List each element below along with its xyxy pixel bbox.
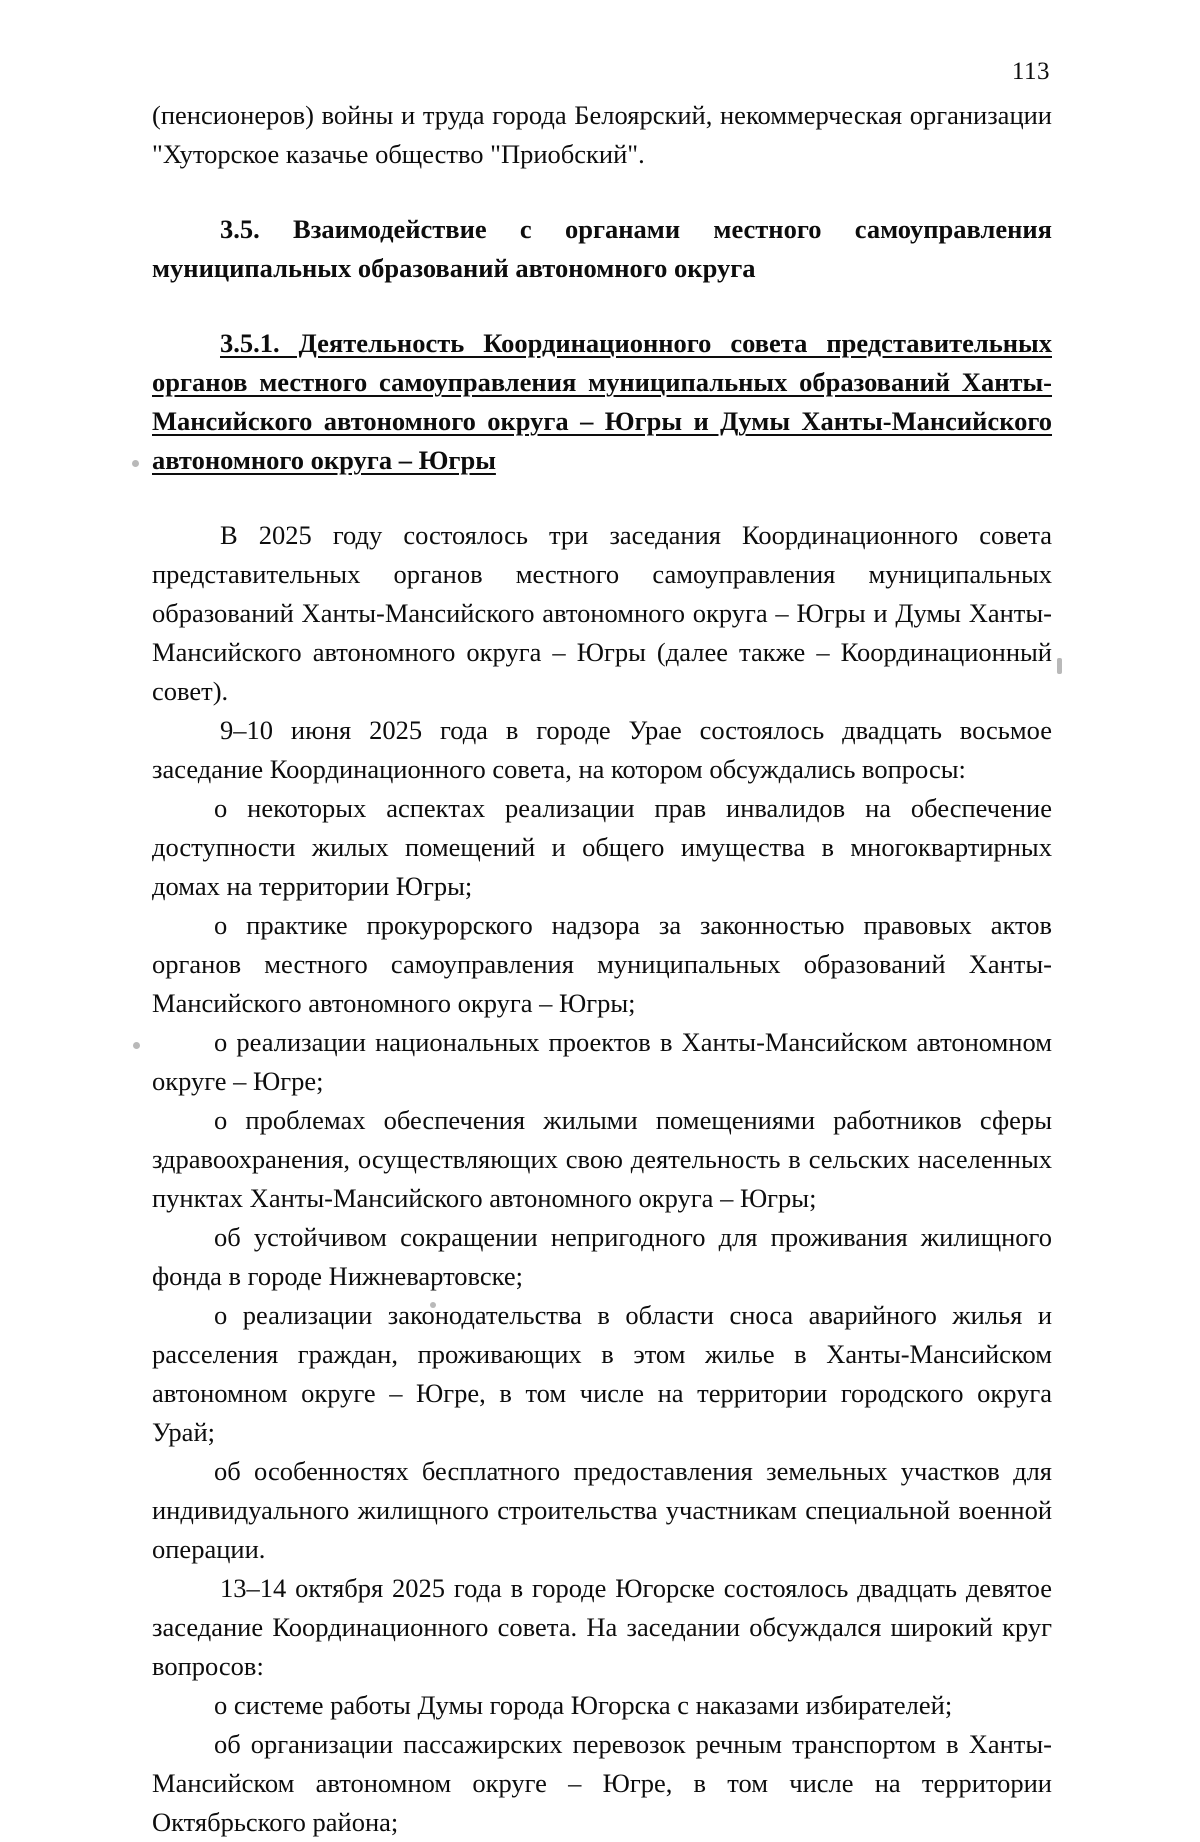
paragraph-continuation: (пенсионеров) войны и труда города Белоярский, некоммерческая организации "Хуторское казачье общество "Приобский". (152, 100, 1052, 169)
list-item: о системе работы Думы города Югорска с наказами избирателей; (214, 1690, 953, 1720)
scan-artifact-dot (132, 460, 139, 467)
section-heading-3-5-1: 3.5.1. Деятельность Координационного совета представительных органов местного самоуправления муниципальных образований Ханты-Мансийского автономного округа – Югры и Думы Ханты-Мансийского автономного округа – Югры (152, 328, 1052, 475)
paragraph-intro: В 2025 году состоялось три заседания Координационного совета представительных органов местного самоуправления муниципальных образований Ханты-Мансийского автономного округа – Югры и Думы Ханты-Мансийского автономного округа – Югры (далее также – Координационный совет). (152, 520, 1052, 706)
list-item: о реализации национальных проектов в Ханты-Мансийском автономном округе – Югре; (152, 1027, 1052, 1096)
paragraph-meeting-29: 13–14 октября 2025 года в городе Югорске состоялось двадцать девятое заседание Координационного совета. На заседании обсуждался широкий круг вопросов: (152, 1573, 1052, 1681)
list-item: о проблемах обеспечения жилыми помещениями работников сферы здравоохранения, осуществляющих свою деятельность в сельских населенных пунктах Ханты-Мансийского автономного округа – Югры; (152, 1105, 1052, 1213)
document-body (152, 96, 1052, 1842)
scan-artifact-dot (133, 1042, 140, 1049)
paragraph-meeting-28: 9–10 июня 2025 года в городе Урае состоялось двадцать восьмое заседание Координационного совета, на котором обсуждались вопросы: (152, 715, 1052, 784)
list-item: о реализации законодательства в области сноса аварийного жилья и расселения граждан, проживающих в этом жилье в Ханты-Мансийском автономном округе – Югре, в том числе на территории городского округа Урай; (152, 1300, 1052, 1447)
list-item: о некоторых аспектах реализации прав инвалидов на обеспечение доступности жилых помещений и общего имущества в многоквартирных домах на территории Югры; (152, 793, 1052, 901)
list-item: о практике прокурорского надзора за законностью правовых актов органов местного самоуправления муниципальных образований Ханты-Мансийского автономного округа – Югры; (152, 910, 1052, 1018)
list-item: об особенностях бесплатного предоставления земельных участков для индивидуального жилищного строительства участникам специальной военной операции. (152, 1456, 1052, 1564)
list-item: об устойчивом сокращении непригодного для проживания жилищного фонда в городе Нижневартовске; (152, 1222, 1052, 1291)
list-item: об организации пассажирских перевозок речным транспортом в Ханты-Мансийском автономном округе – Югре, в том числе на территории Октябрьского района; (152, 1729, 1052, 1837)
page-number: 113 (1011, 58, 1050, 85)
scan-artifact-mark (1057, 658, 1062, 674)
section-heading-3-5: 3.5. Взаимодействие с органами местного самоуправления муниципальных образований автономного округа (152, 214, 1052, 283)
